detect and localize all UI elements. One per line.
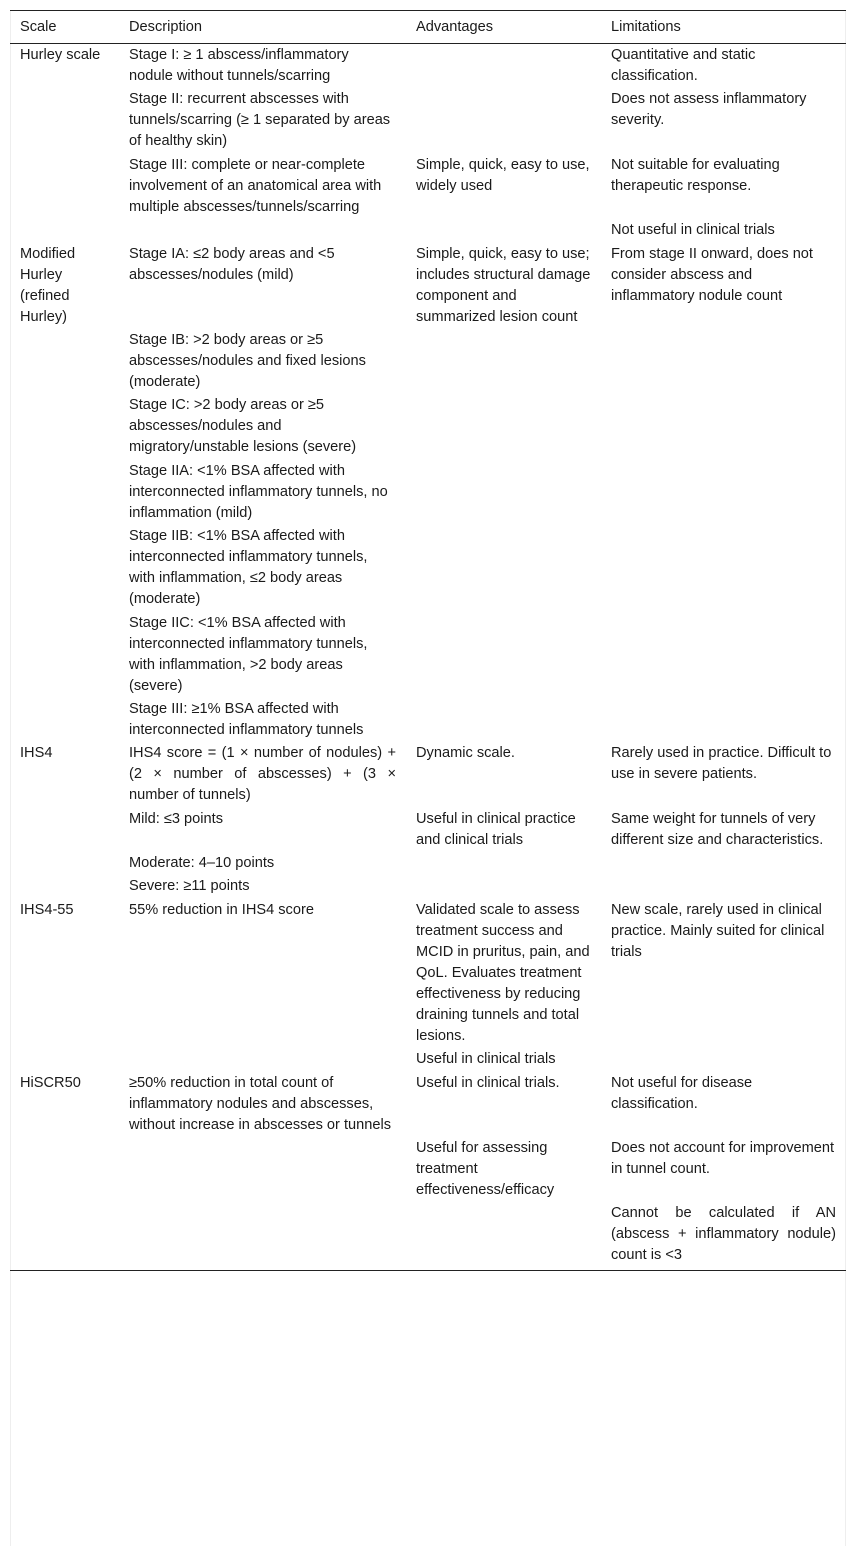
table-row [10, 44, 846, 89]
table-row [10, 1202, 846, 1271]
cell-scale [10, 808, 119, 852]
cell-scale [10, 612, 119, 698]
cell-scale [10, 525, 119, 611]
cell-description: ≥50% reduction in total count of inflammatory nodules and abscesses, without increase in abscesses or tunnels [129, 1074, 392, 1133]
cell-scale [10, 1048, 119, 1071]
cell-description: 55% reduction in IHS4 score [129, 901, 314, 918]
cell-scale [10, 460, 119, 525]
cell-description: Severe: ≥11 points [129, 878, 250, 895]
cell-limitations: Rarely used in practice. Difficult to use in severe patients. [611, 745, 832, 783]
cell-limitations: Not useful in clinical trials [611, 222, 775, 239]
table-row [10, 88, 846, 153]
cell-scale [10, 154, 119, 219]
table-row [10, 808, 846, 852]
cell-scale [10, 329, 119, 394]
header-description: Description [119, 11, 406, 44]
cell-description [119, 1137, 406, 1202]
cell-advantages [406, 88, 601, 153]
cell-limitations: Not suitable for evaluating therapeutic response. [611, 156, 780, 194]
cell-limitations: Cannot be calculated if AN (abscess + inflammatory nodule) count is <3 [601, 1202, 846, 1271]
cell-description: Mild: ≤3 points [129, 810, 223, 827]
cell-limitations: Does not account for improvement in tunnel count. [611, 1140, 835, 1178]
header-advantages: Advantages [406, 11, 601, 44]
table-row [10, 394, 846, 459]
cell-limitations [601, 698, 846, 742]
cell-scale [10, 698, 119, 742]
table-row [10, 1072, 846, 1137]
header-limitations: Limitations [601, 11, 846, 44]
cell-limitations [601, 460, 846, 525]
cell-advantages [406, 698, 601, 742]
table-row [10, 1137, 846, 1202]
cell-limitations: Same weight for tunnels of very different size and characteristics. [611, 810, 824, 848]
cell-advantages: Dynamic scale. [416, 745, 515, 762]
cell-description: Stage IIA: <1% BSA affected with interconnected inflammatory tunnels, no inflammation (mild) [129, 462, 388, 521]
cell-advantages [406, 875, 601, 898]
table-row [10, 1048, 846, 1071]
table-row [10, 329, 846, 394]
cell-description: Stage IIB: <1% BSA affected with interconnected inflammatory tunnels, with inflammation, ≤2 body areas (moderate) [129, 528, 368, 608]
cell-scale: IHS4-55 [20, 901, 74, 918]
table-row [10, 460, 846, 525]
cell-limitations: Does not assess inflammatory severity. [611, 91, 807, 129]
cell-description: Stage II: recurrent abscesses with tunnels/scarring (≥ 1 separated by areas of healthy skin) [129, 91, 391, 150]
table-row [10, 698, 846, 742]
cell-scale [10, 852, 119, 875]
cell-limitations [601, 525, 846, 611]
cell-advantages [406, 852, 601, 875]
cell-scale: Hurley scale [20, 47, 101, 63]
header-scale: Scale [10, 11, 119, 44]
cell-description: Moderate: 4–10 points [129, 855, 275, 872]
cell-scale [10, 1137, 119, 1202]
cell-scale [10, 394, 119, 459]
table-row [10, 899, 846, 1048]
cell-advantages [406, 460, 601, 525]
table-row [10, 875, 846, 898]
cell-scale: Modified Hurley (refined Hurley) [20, 245, 76, 325]
cell-description [119, 219, 406, 242]
cell-advantages [406, 219, 601, 242]
cell-description: Stage IA: ≤2 body areas and <5 abscesses/nodules (mild) [129, 245, 335, 283]
cell-scale [10, 88, 119, 153]
cell-scale: HiSCR50 [20, 1074, 81, 1091]
cell-description: Stage IB: >2 body areas or ≥5 abscesses/nodules and fixed lesions (moderate) [129, 331, 366, 390]
cell-limitations: Not useful for disease classification. [611, 1074, 753, 1112]
cell-limitations [601, 394, 846, 459]
cell-description: Stage III: complete or near-complete involvement of an anatomical area with multiple abscesses/tunnels/scarring [129, 156, 382, 215]
cell-limitations [601, 852, 846, 875]
table-row [10, 742, 846, 807]
scales-table [10, 10, 846, 1271]
cell-limitations [601, 612, 846, 698]
cell-limitations [601, 329, 846, 394]
table-row [10, 852, 846, 875]
cell-scale [10, 1202, 119, 1271]
table-row [10, 219, 846, 242]
cell-description [119, 1202, 406, 1271]
cell-advantages [406, 394, 601, 459]
cell-description: Stage IC: >2 body areas or ≥5 abscesses/nodules and migratory/unstable lesions (severe) [129, 397, 357, 456]
table-row [10, 612, 846, 698]
cell-description: IHS4 score = (1 × number of nodules) + (2 × number of abscesses) + (3 × number of tunnels) [129, 745, 396, 804]
cell-advantages: Useful for assessing treatment effectiveness/efficacy [416, 1140, 555, 1199]
cell-advantages: Simple, quick, easy to use; includes structural damage component and summarized lesion count [416, 245, 591, 325]
cell-advantages: Useful in clinical trials [416, 1051, 556, 1068]
cell-description: Stage I: ≥ 1 abscess/inflammatory nodule without tunnels/scarring [129, 47, 349, 84]
cell-scale [10, 875, 119, 898]
cell-description: Stage IIC: <1% BSA affected with interconnected inflammatory tunnels, with inflammation, >2 body areas (severe) [129, 614, 368, 694]
table-header-row [10, 11, 846, 44]
cell-scale [10, 219, 119, 242]
cell-advantages: Useful in clinical trials. [416, 1074, 560, 1091]
cell-advantages [406, 1202, 601, 1271]
cell-advantages [406, 525, 601, 611]
cell-advantages: Useful in clinical practice and clinical trials [416, 810, 576, 848]
cell-advantages: Validated scale to assess treatment success and MCID in pruritus, pain, and QoL. Evaluates treatment effectiveness by reducing draining tunnels and total lesions. [416, 901, 590, 1044]
cell-description: Stage III: ≥1% BSA affected with interconnected inflammatory tunnels [129, 700, 364, 738]
cell-limitations: New scale, rarely used in clinical practice. Mainly suited for clinical trials [611, 901, 825, 960]
cell-advantages [406, 329, 601, 394]
table-body [10, 44, 846, 1271]
table-row [10, 154, 846, 219]
cell-limitations [601, 1048, 846, 1071]
table-row [10, 243, 846, 329]
cell-advantages: Simple, quick, easy to use, widely used [416, 156, 590, 194]
cell-limitations [601, 875, 846, 898]
cell-limitations: From stage II onward, does not consider abscess and inflammatory nodule count [611, 245, 813, 304]
table-row [10, 525, 846, 611]
cell-limitations: Quantitative and static classification. [611, 47, 756, 84]
cell-scale: IHS4 [20, 745, 53, 762]
cell-advantages [406, 44, 601, 89]
cell-description [119, 1048, 406, 1071]
cell-advantages [406, 612, 601, 698]
